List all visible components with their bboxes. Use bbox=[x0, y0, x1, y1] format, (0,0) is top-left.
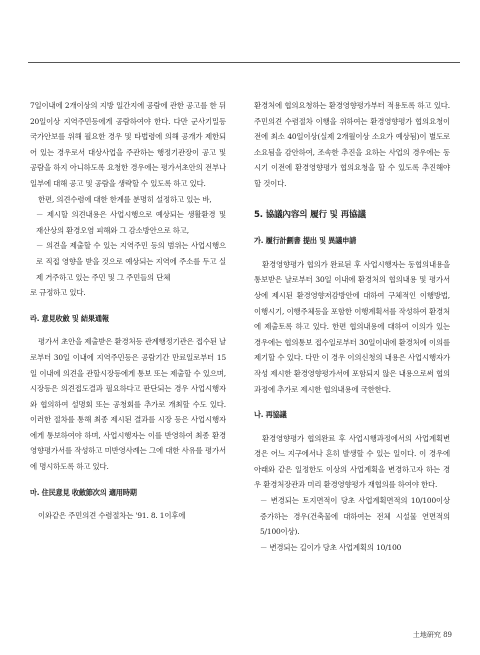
subheading-ma: 마. 住民意見 收斂節次의 適用時期 bbox=[30, 487, 137, 497]
paragraph: 7일이내에 2개이상의 지방 일간지에 공람에 관한 공고를 한 뒤 20일이상 지역주민등에게 공람하여야 한다. 다만 군사기밀등 국가안보를 위해 필요한 경우 및 타법령에 의해 공개가 제한되어 있는 경우로서 대상사업을 주관하는 행정기관장이 공고 및 공람을 하지 아니하도록 요청한 경우에는 평가서초안의 전부나 일부에 대해 공고 및 공람을 생략할 수 있도록 하고 있다. bbox=[30, 101, 226, 188]
dash-item: － 의견을 제출할 수 있는 지역주민 등의 범위는 사업시행으로 직접 영향을 받을 것으로 예상되는 지역에 주소를 두고 실제 거주하고 있는 주민 및 그 주민들의 단체 bbox=[36, 241, 226, 282]
paragraph: 평가서 초안을 제출받은 환경처등 관계행정기관은 접수된 날로부터 30일 이내에 지역주민등은 공람기간 만료일로부터 15일 이내에 의견을 관할시장등에게 통보 또는 제출할 수 있으며, 시장등은 의견접도결과 필요하다고 판단되는 경우 사업시행자와 협의하여 설명회 또는 공청회를 추가로 개최할 수도 있다. 이러한 절차를 통해 최종 제시된 결과를 시장 등은 사업시행자에게 통보하여야 하며, 사업시행자는 이를 반영하여 최종 환경영향평가서를 작성하고 미반영사례는 그에 대한 사유를 평가서에 명시하도록 하고 있다. bbox=[30, 337, 226, 472]
left-column bbox=[30, 98, 226, 524]
subheading-na: 나. 再協議 bbox=[254, 410, 287, 420]
paragraph: 로 규정하고 있다. bbox=[30, 288, 86, 298]
subheading-ga: 가. 履行計劃書 提出 및 異議申請 bbox=[254, 236, 357, 246]
section-heading-5: 5. 協議內容의 履行 및 再協議 bbox=[254, 209, 366, 220]
dash-item: － 제시할 의견내용은 사업시행으로 예상되는 생활환경 및 재산상의 환경오염 피해와 그 감소방안으로 하고, bbox=[36, 210, 226, 235]
paragraph: 환경영향평가 협의완료 후 사업시행과정에서의 사업계획변경은 어느 지구에서나 흔히 발생할 수 있는 일이다. 이 경우에 아래와 같은 일정한도 이상의 사업계획을 변경하고자 하는 경우 환경처장관과 미리 환경영향평가 재협의를 하여야 한다. bbox=[254, 433, 450, 490]
paragraph: 환경영향평가 협의가 완료된 후 사업시행자는 동협의내용을 통보받은 날로부터 30일 이내에 환경처의 협의내용 및 평가서상에 제시된 환경영향저감방안에 대하여 구체적인 이행방법, 이행시기, 이행주체등을 포함한 이행계획서를 작성하여 환경처에 제출토록 하고 있다. 한편 협의내용에 대하여 이의가 있는 경우에는 협의통보 접수일로부터 30일이내에 환경처에 이의를 제기할 수 있다. 다만 이 경우 이의신청의 내용은 사업시행자가 작성 제시한 환경영향평가서에 포함되지 않은 내용으로써 협의과정에 추가로 제시한 협의내용에 국한한다. bbox=[254, 259, 450, 394]
paragraph: 환경처에 협의요청하는 환경영향평가부터 적용토록 하고 있다. 주민의견 수렴절차 이행을 위하여는 환경영향평가 협의요청이전에 최소 40일이상(실제 2개월이상 소요가 예상됨)이 별도로 소요됨을 감안하여, 조속한 추진을 요하는 사업의 경우에는 동시기 이전에 환경영향평가 협의요청을 할 수 있도록 추진해야 할 것이다. bbox=[254, 101, 450, 188]
subheading-ra: 라. 意見收斂 및 結果通報 bbox=[30, 313, 109, 323]
right-column bbox=[254, 98, 450, 555]
dash-item: － 변경되는 토지면적이 당초 사업계획면적의 10/100이상 증가하는 경우(건축물에 대하여는 전체 시설물 연면적의 5/100이상). bbox=[260, 496, 450, 537]
paragraph: 이와같은 주민의견 수렴절차는 '91. 8. 1이후에 bbox=[38, 511, 186, 521]
page-footer: 土地硏究 89 bbox=[412, 631, 452, 639]
header-rule bbox=[28, 62, 460, 63]
paragraph: 한편, 의견수렴에 대한 한계를 분명히 설정하고 있는 바, bbox=[38, 194, 212, 204]
dash-item: － 변경되는 길이가 당초 사업계획의 10/100 bbox=[260, 542, 402, 552]
